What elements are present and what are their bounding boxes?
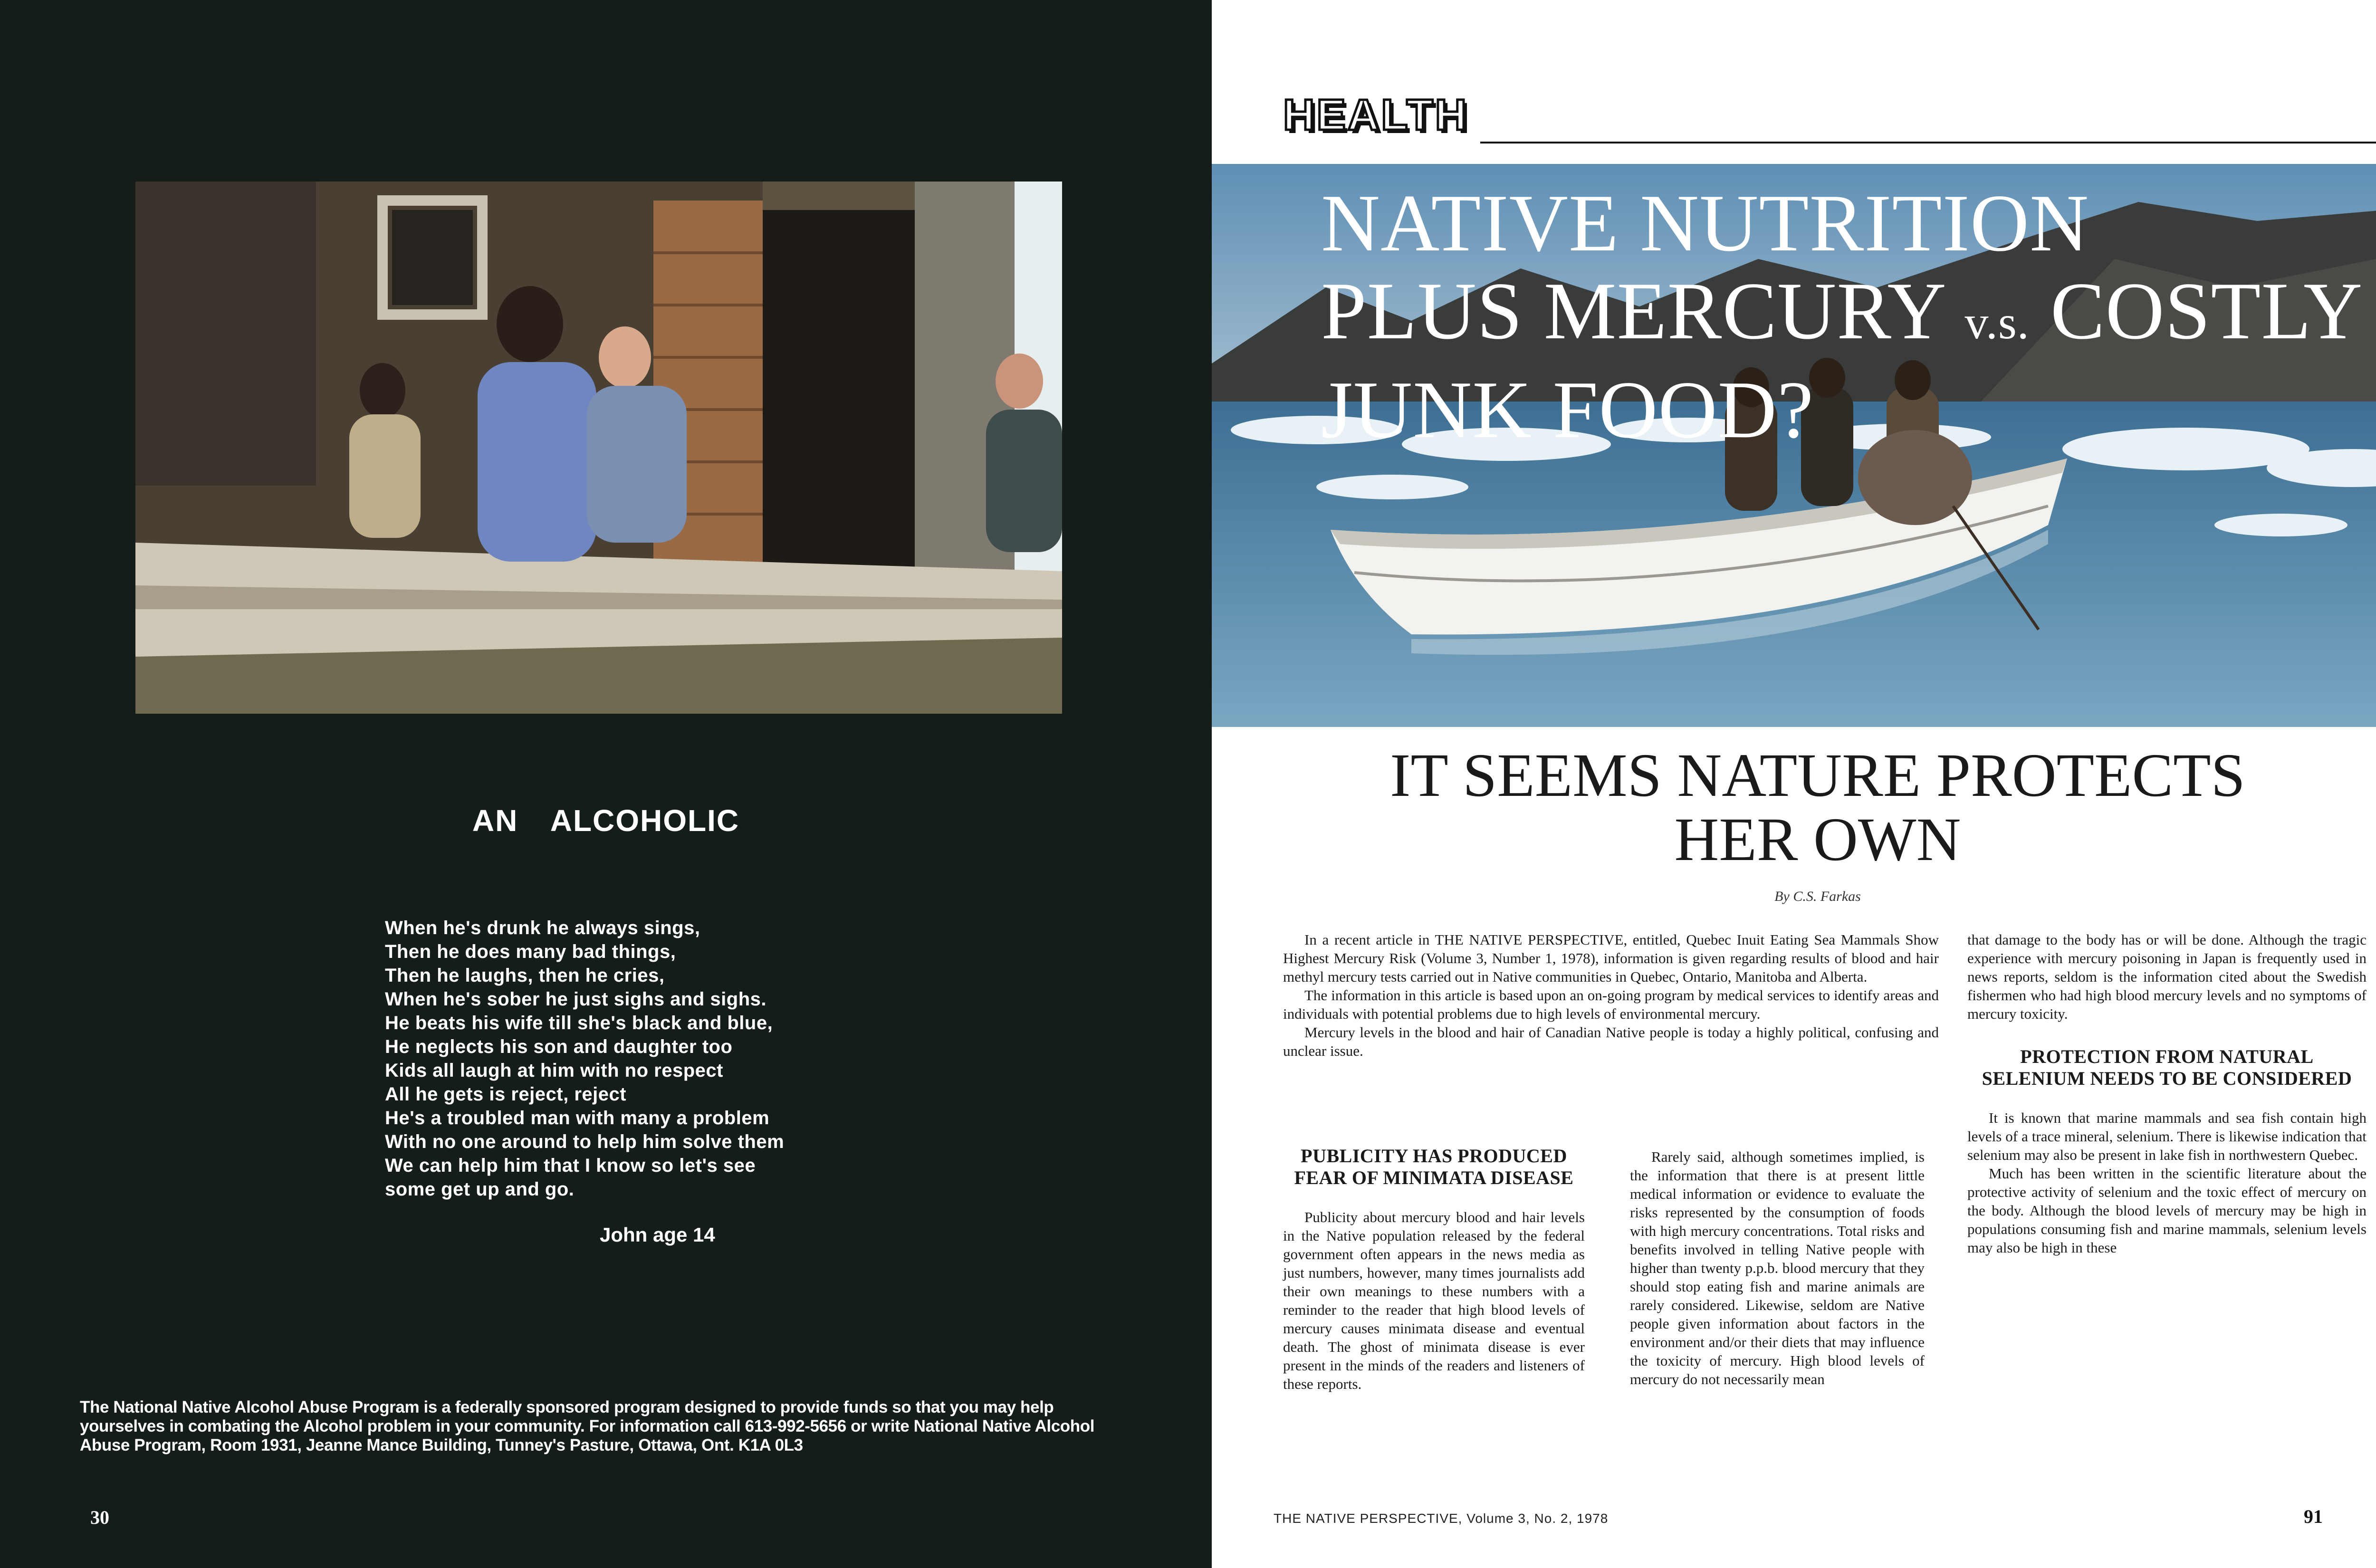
hero-title (1321, 180, 2376, 454)
paragraph: In a recent article in THE NATIVE PERSPECTIVE, entitled, Quebec Inuit Eating Sea Mammals Show Highest Mercury Risk (Volume 3, Number 1, 1978), information is given regarding results of blood and hair methyl mercury tests carried out in Native communities in Quebec, Ontario, Manitoba and Alberta. (1283, 931, 1939, 985)
paragraph: Publicity about mercury blood and hair levels in the Native population released by the federal government often appears in the news media as just numbers, however, many times journalists add their own meanings to these numbers with a reminder to the reader that high blood levels of mercury causes minimata disease and eventual death. The ghost of minimata disease is ever present in the minds of the readers and listeners of these reports. (1283, 1209, 1585, 1392)
hero-title-line: JUNK FOOD? (1321, 365, 1814, 455)
poem-title: AN ALCOHOLIC (472, 803, 740, 838)
column-a (1283, 1145, 1585, 1393)
hero-title-segment: PLUS MERCURY (1321, 266, 1965, 356)
headline-line: IT SEEMS NATURE PROTECTS (1390, 741, 2245, 810)
poem-line: some get up and go. (385, 1179, 575, 1200)
paragraph: that damage to the body has or will be done. Although the tragic experience with mercury poisoning in Japan is frequently used in news reports, seldom is the information cited about the Swedish fishermen who had high blood mercury levels and no symptoms of mercury toxicity. (1967, 931, 2366, 1022)
program-footer-note: The National Native Alcohol Abuse Program is a federally sponsored program designed to provide funds so that you may help yourselves in combating the Alcohol problem in your community. For information call 613-992-5656 or write National Native Alcohol Abuse Program, Room 1931, Jeanne Mance Building, Tunney's Pasture, Ottawa, Ont. K1A 0L3 (80, 1398, 1095, 1454)
page-number-right: 91 (2304, 1506, 2323, 1527)
folio: THE NATIVE PERSPECTIVE, Volume 3, No. 2, 1978 (1274, 1511, 1609, 1526)
paragraph: It is known that marine mammals and sea fish contain high levels of a trace mineral, selenium. There is likewise indication that selenium may also be present in lake fish in northwestern Quebec. (1967, 1109, 2366, 1163)
column-c (1967, 930, 2366, 1257)
hero-title-line: NATIVE NUTRITION (1321, 178, 2089, 268)
poem-line: Then he laughs, then he cries, (385, 965, 665, 986)
section-rule (1480, 142, 2376, 143)
right-page (1212, 0, 2376, 1568)
hero-title-line (1321, 268, 2376, 366)
headline-line: HER OWN (1674, 805, 1961, 874)
column-b (1630, 1147, 1925, 1388)
family-photo (135, 182, 1062, 714)
poem-line: He neglects his son and daughter too (385, 1036, 733, 1057)
paragraph: The information in this article is based upon an on-going program by medical services to identify areas and individuals with potential problems due to high levels of environmental mercury. (1283, 987, 1939, 1022)
subhead-publicity: PUBLICITY HAS PRODUCED FEAR OF MINIMATA DISEASE (1294, 1145, 1574, 1188)
byline: By C.S. Farkas (1774, 889, 1861, 904)
poem-line: All he gets is reject, reject (385, 1084, 627, 1105)
subhead-protection: PROTECTION FROM NATURAL SELENIUM NEEDS TO BE CONSIDERED (1982, 1046, 2352, 1089)
hero-title-segment: COSTLY (2029, 266, 2363, 356)
poem-line: When he's sober he just sighs and sighs. (385, 989, 766, 1010)
family-photo-illustration (135, 182, 1062, 714)
paragraph: Much has been written in the scientific literature about the protective activity of selenium and the toxic effect of mercury on the body. Although the blood levels of mercury may be high in populations consuming fish and marine mammals, selenium levels may also be high in these (1967, 1165, 2366, 1256)
poem-line: When he's drunk he always sings, (385, 918, 700, 938)
paragraph: Rarely said, although sometimes implied, is the information that there is at present little medical information or evidence to evaluate the risks represented by the consumption of foods with high mercury concentrations. Total risks and benefits involved in telling Native people with higher than twenty p.p.b. blood mercury that they should stop eating fish and marine animals are rarely considered. Likewise, seldom are Native people given information about factors in the environment and/or their diets that may influence the toxicity of mercury. High blood levels of mercury do not necessarily mean (1630, 1148, 1925, 1387)
poem-line: Kids all laugh at him with no respect (385, 1060, 723, 1081)
hero-photo (1212, 164, 2376, 727)
poem-body (385, 916, 1003, 1201)
poem-line: He beats his wife till she's black and blue, (385, 1013, 773, 1033)
article-headline (1212, 741, 2376, 874)
poem-line: We can help him that I know so let's see (385, 1155, 756, 1176)
page-number-left: 30 (90, 1507, 109, 1528)
hero-title-vs: v.s. (1964, 296, 2030, 349)
poem-author: John age 14 (600, 1224, 715, 1246)
poem-line: With no one around to help him solve them (385, 1131, 785, 1152)
poem-line: Then he does many bad things, (385, 941, 676, 962)
section-label: HEALTH (1283, 91, 1469, 139)
poem-line: He's a troubled man with many a problem (385, 1108, 770, 1128)
intro-column (1283, 930, 1939, 1060)
paragraph: Mercury levels in the blood and hair of Canadian Native people is today a highly political, confusing and unclear issue. (1283, 1024, 1939, 1059)
